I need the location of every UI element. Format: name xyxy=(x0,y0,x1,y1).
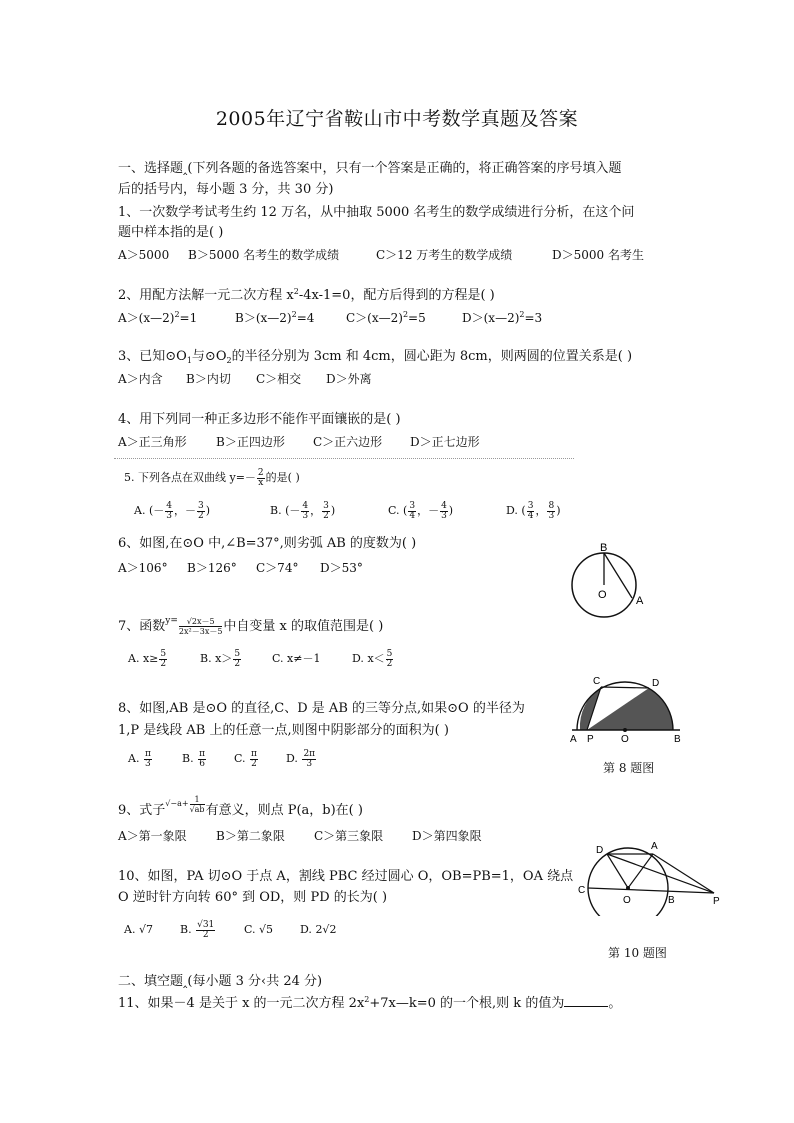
q10-center xyxy=(626,886,630,890)
q4-stem: 4、用下列同一种正多边形不能作平面镶嵌的是( ) xyxy=(118,412,401,427)
q3-option-a: A＞内含 xyxy=(118,372,163,386)
q8-label-c: C xyxy=(593,676,601,687)
q10-stem-line-1: 10、如图，PA 切⊙O 于点 A，割线 PBC 经过圆心 O，OB=PB=1，OA 绕点 xyxy=(118,869,574,884)
q10-label-a: A xyxy=(651,841,658,852)
q4-option-b: B＞正四边形 xyxy=(216,435,285,449)
q8-option-a: A. $\frac{\pi}{3}$ xyxy=(128,748,151,769)
q7-stem: 7、函数$^{y=}$ $\frac{√2x-5}{\text{2x²－3x－5}}$ 中自变量 x 的取值范围是( ) xyxy=(118,616,384,636)
q5-option-d: D. ( $\frac{3}{4}$ ， $\frac{8}{3}$ ) xyxy=(506,500,561,521)
page-title: 2005年辽宁省鞍山市中考数学真题及答案 xyxy=(215,108,579,130)
q10-stem-line-2: O 逆时针方向转 60° 到 OD，则 PD 的长为( ) xyxy=(118,890,388,905)
scan-edge-top xyxy=(114,458,574,460)
q3-option-c: C＞相交 xyxy=(256,372,302,386)
q10-radius-oa xyxy=(628,854,653,888)
q5-stem: 5. 下列各点在双曲线 y=－ $\frac{2}{x}$ 的是( ) xyxy=(124,467,300,488)
q9-option-a: A＞第一象限 xyxy=(118,829,187,843)
q8-option-b: B. $\frac{\pi}{6}$ xyxy=(182,748,206,769)
q10-figure-caption: 第 10 题图 xyxy=(608,946,667,960)
q8-stem-line-2: 1,P 是线段 AB 上的任意一点,则图中阴影部分的面积为( ) xyxy=(118,723,449,738)
q3-option-d: D＞外离 xyxy=(326,372,372,386)
q10-label-o: O xyxy=(623,895,631,906)
q8-option-c: C. $\frac{\pi}{2}$ xyxy=(234,748,257,769)
q2-stem: 2、用配方法解一元二次方程 $x^2-4x-1=0$，配方后得到的方程是( ) xyxy=(118,287,495,303)
q10-figure xyxy=(576,836,726,916)
q5-option-b: B. (－ $\frac{4}{3}$ ， $\frac{3}{2}$ ) xyxy=(270,500,336,521)
q6-stem: 6、如图,在⊙O 中,∠B=37°,则劣弧 AB 的度数为( ) xyxy=(118,536,417,551)
q8-shade-right xyxy=(587,688,673,730)
q10-label-d: D xyxy=(596,845,604,856)
q7-option-b: B. x＞ $\frac{5}{2}$ xyxy=(200,648,241,669)
q8-label-b: B xyxy=(674,734,681,744)
q6-figure xyxy=(560,540,660,624)
q6-label-b: B xyxy=(600,542,608,554)
q4-option-d: D＞正七边形 xyxy=(410,435,480,449)
q9-option-c: C＞第三象限 xyxy=(314,829,384,843)
q10-label-b: B xyxy=(668,895,675,906)
q10-secant-pbc xyxy=(588,888,714,893)
q8-chord-cd xyxy=(601,687,649,688)
q1-option-a: A＞5000 xyxy=(118,248,170,262)
q9-option-b: B＞第二象限 xyxy=(216,829,285,843)
q10-option-c: C. √5 xyxy=(244,923,274,936)
q8-center xyxy=(623,728,627,732)
q2-option-b: B＞(x—2)$^2$=4 xyxy=(235,310,315,325)
q10-option-d: D. 2√2 xyxy=(300,923,337,936)
q11-answer-blank[interactable] xyxy=(564,994,608,1007)
q6-option-a: A＞106° xyxy=(118,561,168,575)
q2-option-c: C＞(x—2)$^2$=5 xyxy=(346,310,426,325)
q8-stem-line-1: 8、如图,AB 是⊙O 的直径,C、D 是 AB 的三等分点,如果⊙O 的半径为 xyxy=(118,701,525,716)
q1-option-b: B＞5000 名考生的数学成绩 xyxy=(188,248,340,262)
q10-segment-pd xyxy=(607,854,714,893)
q9-stem: 9、式子$^{√-a+}$ $\frac{1}{√ab}$ 有意义，则点 P(a，b)在( ) xyxy=(118,795,363,818)
q5-option-a: A. (－ $\frac{4}{3}$ ，－ $\frac{3}{2}$ ) xyxy=(134,500,211,521)
q8-figure xyxy=(566,672,692,744)
q6-option-d: D＞53° xyxy=(320,561,363,575)
q7-option-d: D. x＜ $\frac{5}{2}$ xyxy=(352,648,393,669)
q6-chord xyxy=(604,553,632,598)
q4-option-c: C＞正六边形 xyxy=(313,435,383,449)
q8-label-a: A xyxy=(570,734,577,744)
q3-stem: 3、已知$⊙O_1$与$⊙O_2$的半径分别为 3cm 和 4cm，圆心距为 8cm，则两圆的位置关系是( ) xyxy=(118,349,633,365)
section-1-heading-line-2: 后的括号内，每小题 3 分，共 30 分) xyxy=(118,182,334,197)
q2-option-d: D＞(x—2)$^2$=3 xyxy=(462,310,543,325)
q1-option-d: D＞5000 名考生 xyxy=(552,248,644,262)
q6-option-c: C＞74° xyxy=(256,561,299,575)
q8-option-d: D. $\frac{2\pi}{3}$ xyxy=(286,748,316,769)
q8-label-p: P xyxy=(587,734,594,744)
q8-figure-caption: 第 8 题图 xyxy=(603,761,655,775)
q7-option-c: C. x≠－1 xyxy=(272,652,321,665)
q6-label-a: A xyxy=(636,595,644,607)
q11-stem: 11、如果－4 是关于 x 的一元二次方程 $2x^2+7x—k=0$ 的一个根,则 k 的值为 。 xyxy=(118,995,622,1011)
q8-label-d: D xyxy=(652,678,660,689)
q4-option-a: A＞正三角形 xyxy=(118,435,187,449)
q10-label-p: P xyxy=(713,896,720,907)
q8-label-o: O xyxy=(621,734,629,744)
q5-option-c: C. ( $\frac{3}{4}$ ，－ $\frac{4}{3}$ ) xyxy=(388,500,454,521)
q9-option-d: D＞第四象限 xyxy=(412,829,482,843)
section-1-heading-line-1: 一、选择题‸(下列各题的备选答案中，只有一个答案是正确的，将正确答案的序号填入题 xyxy=(118,161,622,176)
q1-stem-line-2: 题中样本指的是( ) xyxy=(118,225,224,240)
q10-option-a: A. √7 xyxy=(124,923,153,936)
q10-option-b: B. $\frac{√31}{2}$ xyxy=(180,919,215,940)
q7-option-a: A. x≥ $\frac{5}{2}$ xyxy=(128,648,167,669)
q3-option-b: B＞内切 xyxy=(186,372,231,386)
q6-label-o: O xyxy=(598,589,607,601)
q1-option-c: C＞12 万考生的数学成绩 xyxy=(376,248,513,262)
q10-label-c: C xyxy=(578,885,586,896)
q10-radius-od xyxy=(607,854,628,888)
q2-option-a: A＞(x—2)$^2$=1 xyxy=(118,310,198,325)
q1-stem-line-1: 1、一次数学考试考生约 12 万名，从中抽取 5000 名考生的数学成绩进行分析，在这个问 xyxy=(118,205,635,220)
q6-option-b: B＞126° xyxy=(187,561,237,575)
section-2-heading: 二、填空题‸(每小题 3 分‹共 24 分) xyxy=(118,974,323,989)
